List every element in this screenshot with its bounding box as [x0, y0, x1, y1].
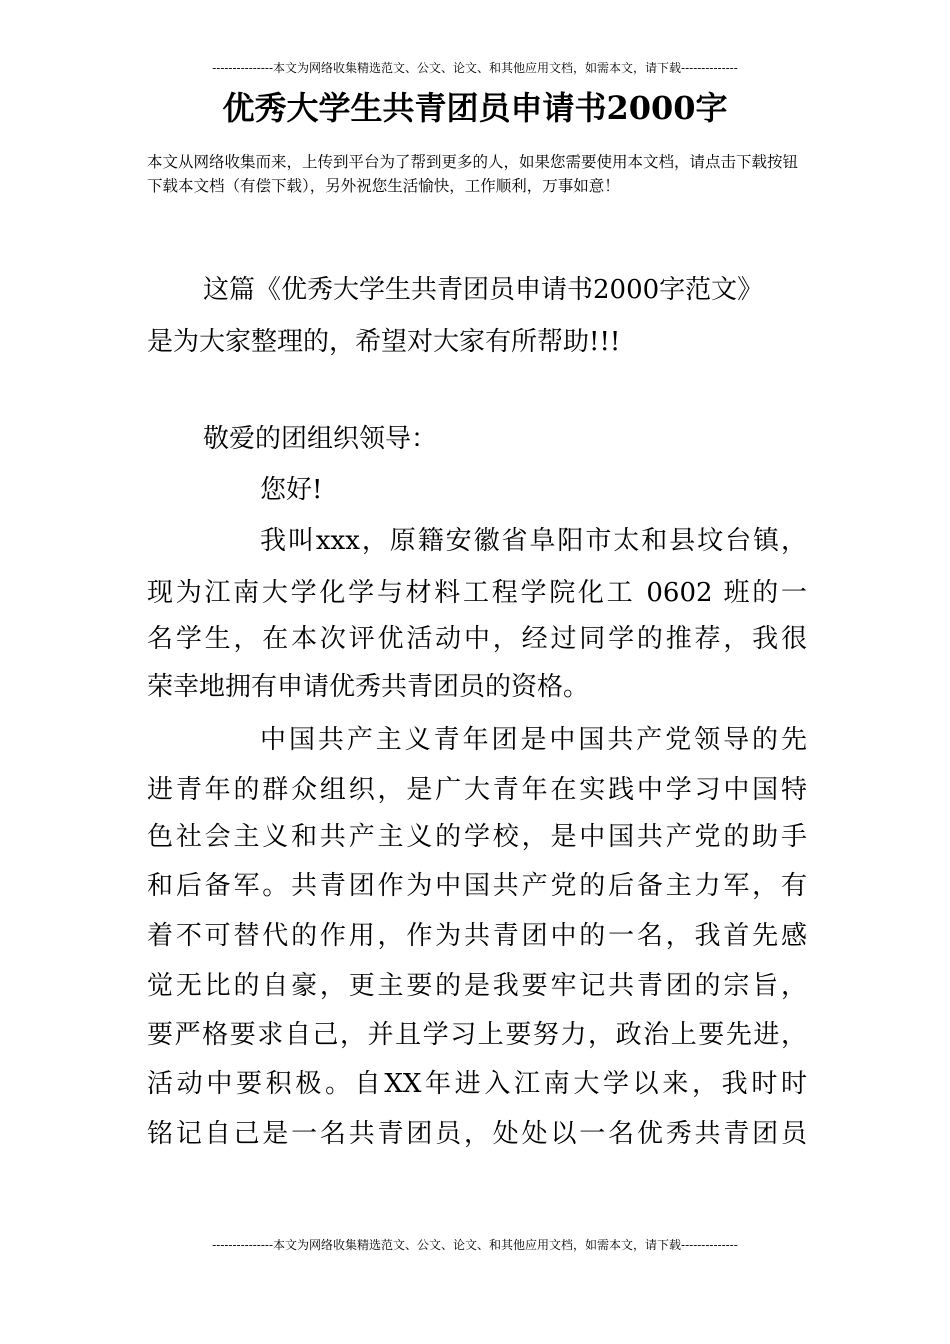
body-line: 色社会主义和共产主义的学校，是中国共产党的助手 [147, 822, 807, 852]
salutation: 敬爱的团组织领导： [203, 424, 438, 454]
body-line: 是为大家整理的，希望对大家有所帮助!!! [147, 327, 621, 357]
body-line: 要严格要求自己，并且学习上要努力，政治上要先进， [147, 1020, 807, 1050]
greeting: 您好! [260, 475, 323, 505]
body-line: 铭记自己是一名共青团员，处处以一名优秀共青团员 [147, 1119, 807, 1149]
header-runner: ---------------本文为网络收集精选范文、公文、论文、和其他应用文档，如需本文，请下载-------------- [212, 61, 738, 75]
body-line: 进青年的群众组织，是广大青年在实践中学习中国特 [147, 775, 807, 805]
body-line: 这篇《优秀大学生共青团员申请书2000字范文》 [203, 275, 764, 305]
body-line: 荣幸地拥有申请优秀共青团员的资格。 [147, 672, 590, 702]
body-line: 中国共产主义青年团是中国共产党领导的先 [260, 725, 807, 755]
footer-runner: ---------------本文为网络收集精选范文、公文、论文、和其他应用文档，如需本文，请下载-------------- [212, 1238, 738, 1252]
body-line: 着不可替代的作用，作为共青团中的一名，我首先感 [147, 921, 807, 951]
body-line: 我叫xxx，原籍安徽省阜阳市太和县坟台镇， [260, 526, 807, 556]
body-line: 现为江南大学化学与材料工程学院化工 0602 班的一 [147, 578, 807, 608]
body-line: 活动中要积极。自XX年进入江南大学以来，我时时 [147, 1069, 807, 1099]
body-line: 觉无比的自豪，更主要的是我要牢记共青团的宗旨， [147, 971, 807, 1001]
document-title: 优秀大学生共青团员申请书2000字 [222, 89, 728, 127]
body-line: 和后备军。共青团作为中国共产党的后备主力军，有 [147, 871, 807, 901]
intro-paragraph: 本文从网络收集而来，上传到平台为了帮到更多的人，如果您需要使用本文档，请点击下载按钮下载本文档（有偿下载），另外祝您生活愉快，工作顺利，万事如意！ [147, 153, 799, 195]
body-line: 名学生，在本次评优活动中，经过同学的推荐，我很 [147, 624, 807, 654]
